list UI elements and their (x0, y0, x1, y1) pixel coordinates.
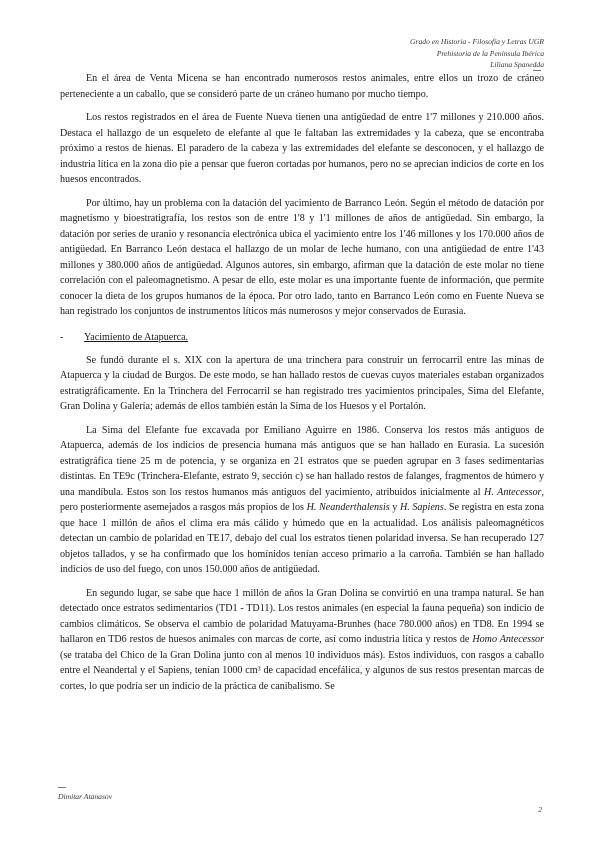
species-sapiens: H. Sapiens (399, 502, 444, 513)
footer-rule (58, 787, 66, 788)
paragraph-sima-elefante: La Sima del Elefante fue excavada por Emiliano Aguirre en 1986. Conserva los restos más antiguos de Atapuerca, además de los indicios de presencia humana más antiguos que se han hallado en Eurasia. La sucesión estratigráfica tiene 25 m de potencia, y se organiza en 21 estratos que se pueden agrupar en 3 fases sedimentarias distintas. En TE9c (Trinchera-Elefante, estrato 9, sección c) se han hallado restos de falanges, fragmentos de húmero y una mandíbula. Estos son los restos humanos más antiguos del yacimiento, atribuidos inicialmente al H. Antecessor, pero posteriormente asemejados a rasgos más propios de los H. Neanderthalensis y H. Sapiens. Se registra en esta zona que hace 1 millón de años el clima era más cálido y húmedo que en la actualidad. Los análisis paleomagnéticos detectan un cambio de polaridad en TE17, debajo del cual los estratos tienen polaridad inversa. Se han recuperado 127 objetos tallados, y se ha confirmado que los homínidos tenían acceso primario a la carroña. También se han hallado indicios de uso del fuego, con unos 150.000 años de antigüedad. (60, 424, 544, 575)
paragraph-fuente-nueva: Los restos registrados en el área de Fuente Nueva tienen una antigüedad de entre 1'7 millones y 210.000 años. Destaca el hallazgo de un esqueleto de elefante al que le faltaban las extremidades y la cabeza, que se encontraba próximo a restos de hienas. El paradero de la cabeza y las extremidades del elefante se desconocen, y el hallazgo de industria lítica en la zona dio pie a pensar que fueron cortadas por humanos, pero no se aprecian indicios de corte en los huesos encontrados. (60, 112, 544, 185)
header-teacher: Liliana Spanedda (490, 60, 544, 69)
header-subject: Prehistoria de la Península Ibérica (436, 48, 544, 58)
page-header (410, 36, 544, 71)
paragraph-venta-micena: En el área de Venta Micena se han encontrado numerosos restos animales, entre ellos un trozo de cráneo perteneciente a un caballo, que se consideró parte de un cráneo humano por mucho tiempo. (60, 73, 544, 100)
footer-author: Dimitar Atanasov (58, 792, 113, 801)
species-antecessor: H. Antecessor (484, 486, 542, 498)
paragraph-atapuerca-intro: Se fundó durante el s. XIX con la apertura de una trinchera para construir un ferrocarril entre las minas de Atapuerca y la ciudad de Burgos. De este modo, se han hallado restos de cuevas cuyos materiales estaban organizados estratigráficamente. En la Trinchera del Ferrocarril se han registrado tres yacimientos principales, Sima del Elefante, Gran Dolina y Galería; además de ellos también están la Sima de los Huesos y el Portalón. (60, 354, 544, 412)
page-number: 2 (538, 805, 542, 814)
paragraph-barranco-leon: Por último, hay un problema con la datación del yacimiento de Barranco León. Según el método de datación por magnetismo y bioestratigrafía, los restos son de entre 1'8 y 1'1 millones de años de antigüedad. Sin embargo, la datación por series de uranio y resonancia electrónica ubica el yacimiento entre los 1'46 millones y los 170.000 años de antigüedad. En Barranco León destaca el hallazgo de un molar de leche humano, con una antigüedad de entre 1'43 millones y 380.000 años de antigüedad. Algunos autores, sin embargo, afirman que la datación de este molar no tiene correlación con el paleomagnetismo. A pesar de ello, este molar es una importante fuente de información, que permite conocer la dieta de los grupos humanos de la época. Por otro lado, tanto en Barranco León como en Fuente Nueva se han registrado los conjuntos de instrumentos líticos más numerosos y mejor conservados de Eurasia. (60, 197, 544, 317)
header-course: Grado en Historia - Filosofía y Letras UGR (410, 37, 544, 46)
section-heading-atapuerca (60, 330, 544, 345)
species-neanderthalensis: H. Neanderthalensis (306, 502, 390, 513)
page-body (60, 71, 544, 694)
list-bullet: - (60, 331, 64, 343)
section-heading-label: Yacimiento de Atapuerca. (84, 331, 189, 343)
species-homo-antecessor: Homo Antecessor (472, 634, 544, 645)
paragraph-gran-dolina: En segundo lugar, se sabe que hace 1 millón de años la Gran Dolina se convirtió en una trampa natural. Se han detectado once estratos sedimentarios (TD1 - TD11). Los restos animales (en especial la fauna pequeña) son indicio de cambios climáticos. Se observa el cambio de polaridad Matuyama-Brunhes (hace 780.000 años) en TD8. En 1994 se hallaron en TD6 restos de huesos animales con marcas de corte, así como industria lítica y restos de Homo Antecessor (se trataba del Chico de la Gran Dolina junto con al menos 10 individuos más). Estos individuos, con rasgos a caballo entre el Neandertal y el Sapiens, tenían 1000 cm³ de capacidad encefálica, y algunos de sus restos presentan marcas de cortes, lo que podría ser un indicio de la práctica de canibalismo. Se (60, 587, 544, 692)
